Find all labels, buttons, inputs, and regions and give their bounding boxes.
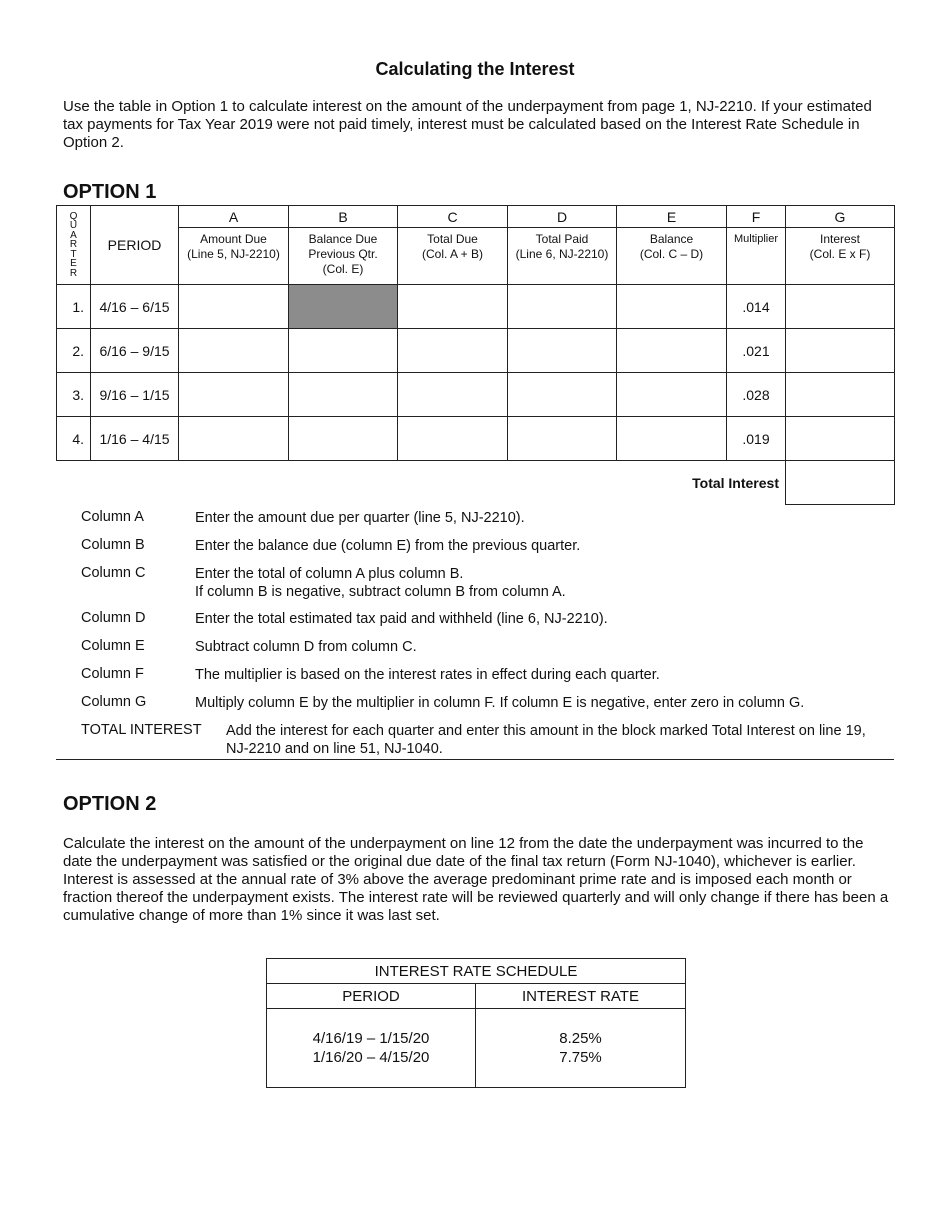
total-paid-field[interactable] bbox=[508, 417, 617, 461]
column-header-a: Amount Due (Line 5, NJ-2210) bbox=[179, 228, 289, 285]
schedule-rate-header: INTEREST RATE bbox=[476, 984, 686, 1009]
table-row bbox=[57, 417, 895, 461]
option2-heading: OPTION 2 bbox=[63, 793, 157, 815]
total-paid-field[interactable] bbox=[508, 373, 617, 417]
balance-field[interactable] bbox=[617, 417, 727, 461]
total-interest-instruction-text: Add the interest for each quarter and enter this amount in the block marked Total Interest on line 19, NJ-2210 and on line 51, NJ-1040. bbox=[226, 723, 866, 757]
instruction-text-d: Enter the total estimated tax paid and withheld (line 6, NJ-2210). bbox=[195, 611, 608, 627]
column-letter: F bbox=[727, 206, 786, 228]
column-header-c: Total Due (Col. A + B) bbox=[398, 228, 508, 285]
balance-due-field[interactable] bbox=[289, 373, 398, 417]
instruction-text-e: Subtract column D from column C. bbox=[195, 639, 417, 655]
instruction-text-f: The multiplier is based on the interest rates in effect during each quarter. bbox=[195, 667, 660, 683]
instruction-text-b: Enter the balance due (column E) from the previous quarter. bbox=[195, 538, 581, 554]
amount-due-field[interactable] bbox=[179, 329, 289, 373]
multiplier-cell: .028 bbox=[727, 373, 786, 417]
instruction-label-a: Column A bbox=[81, 509, 144, 525]
total-due-field[interactable] bbox=[398, 373, 508, 417]
schedule-rate: 8.25% bbox=[559, 1030, 602, 1047]
total-due-field[interactable] bbox=[398, 285, 508, 329]
column-letter: C bbox=[398, 206, 508, 228]
instruction-label-c: Column C bbox=[81, 565, 146, 581]
balance-due-field[interactable] bbox=[289, 417, 398, 461]
multiplier-cell: .021 bbox=[727, 329, 786, 373]
instruction-label-e: Column E bbox=[81, 638, 145, 654]
option1-heading: OPTION 1 bbox=[63, 181, 157, 203]
table-row bbox=[57, 329, 895, 373]
quarter-header bbox=[57, 206, 91, 285]
total-interest-field[interactable] bbox=[786, 461, 895, 505]
quarter-number: 4. bbox=[57, 417, 91, 461]
total-due-field[interactable] bbox=[398, 417, 508, 461]
balance-field[interactable] bbox=[617, 329, 727, 373]
interest-field[interactable] bbox=[786, 285, 895, 329]
column-header-e: Balance (Col. C – D) bbox=[617, 228, 727, 285]
instruction-text-c: Enter the total of column A plus column B. If column B is negative, subtract column B from column A. bbox=[195, 566, 566, 600]
column-header-g: Interest (Col. E x F) bbox=[786, 228, 895, 285]
schedule-period: 1/16/20 – 4/15/20 bbox=[312, 1049, 430, 1066]
option1-table bbox=[56, 205, 895, 505]
intro-paragraph: Use the table in Option 1 to calculate interest on the amount of the underpayment from page 1, NJ-2210. If your estimated tax payments for Tax Year 2019 were not paid timely, interest must be calculated based on the Interest Rate Schedule in Option 2. bbox=[63, 98, 872, 151]
period-cell: 6/16 – 9/15 bbox=[91, 329, 179, 373]
interest-field[interactable] bbox=[786, 417, 895, 461]
multiplier-cell: .014 bbox=[727, 285, 786, 329]
section-divider bbox=[56, 759, 894, 760]
interest-field[interactable] bbox=[786, 329, 895, 373]
total-paid-field[interactable] bbox=[508, 285, 617, 329]
balance-field[interactable] bbox=[617, 373, 727, 417]
quarter-number: 3. bbox=[57, 373, 91, 417]
period-cell: 4/16 – 6/15 bbox=[91, 285, 179, 329]
quarter-number: 1. bbox=[57, 285, 91, 329]
total-interest-label: Total Interest bbox=[57, 461, 786, 505]
quarter-number: 2. bbox=[57, 329, 91, 373]
amount-due-field[interactable] bbox=[179, 373, 289, 417]
table-row bbox=[57, 285, 895, 329]
schedule-rate: 7.75% bbox=[559, 1049, 602, 1066]
instruction-label-g: Column G bbox=[81, 694, 147, 710]
page-title: Calculating the Interest bbox=[375, 59, 575, 79]
column-letter: B bbox=[289, 206, 398, 228]
column-letter: E bbox=[617, 206, 727, 228]
instruction-label-d: Column D bbox=[81, 610, 146, 626]
interest-rate-schedule-table bbox=[266, 958, 686, 1088]
schedule-rates bbox=[476, 1009, 686, 1088]
instruction-label-f: Column F bbox=[81, 666, 144, 682]
column-letter: G bbox=[786, 206, 895, 228]
instruction-label-b: Column B bbox=[81, 537, 145, 553]
column-letter: D bbox=[508, 206, 617, 228]
balance-due-field[interactable] bbox=[289, 329, 398, 373]
period-cell: 1/16 – 4/15 bbox=[91, 417, 179, 461]
quarter-header-text: QUARTER bbox=[69, 210, 78, 279]
balance-field[interactable] bbox=[617, 285, 727, 329]
schedule-period-header: PERIOD bbox=[267, 984, 476, 1009]
period-cell: 9/16 – 1/15 bbox=[91, 373, 179, 417]
amount-due-field[interactable] bbox=[179, 285, 289, 329]
instruction-text-g: Multiply column E by the multiplier in column F. If column E is negative, enter zero in column G. bbox=[195, 695, 805, 711]
multiplier-cell: .019 bbox=[727, 417, 786, 461]
table-row bbox=[57, 373, 895, 417]
schedule-periods bbox=[267, 1009, 476, 1088]
interest-field[interactable] bbox=[786, 373, 895, 417]
schedule-period: 4/16/19 – 1/15/20 bbox=[312, 1030, 430, 1047]
column-header-d: Total Paid (Line 6, NJ-2210) bbox=[508, 228, 617, 285]
total-paid-field[interactable] bbox=[508, 329, 617, 373]
amount-due-field[interactable] bbox=[179, 417, 289, 461]
balance-due-shaded-cell bbox=[289, 285, 398, 329]
column-header-b: Balance Due Previous Qtr. (Col. E) bbox=[289, 228, 398, 285]
period-header: PERIOD bbox=[91, 206, 179, 285]
instruction-text-a: Enter the amount due per quarter (line 5, NJ-2210). bbox=[195, 510, 525, 526]
total-interest-instruction-label: TOTAL INTEREST bbox=[81, 722, 202, 738]
column-header-f: Multiplier bbox=[727, 228, 786, 285]
schedule-caption: INTEREST RATE SCHEDULE bbox=[267, 959, 686, 984]
column-letter: A bbox=[179, 206, 289, 228]
option2-paragraph: Calculate the interest on the amount of the underpayment on line 12 from the date the underpayment was incurred to the date the underpayment was satisfied or the original due date of the final tax return (Form NJ-1040), whichever is earlier. Interest is assessed at the annual rate of 3% above the average predominant prime rate and is imposed each month or fraction thereof the underpayment exists. The interest rate will be reviewed quarterly and will only change if there has been a cumulative change of more than 1% since it was last set. bbox=[63, 835, 889, 924]
total-due-field[interactable] bbox=[398, 329, 508, 373]
